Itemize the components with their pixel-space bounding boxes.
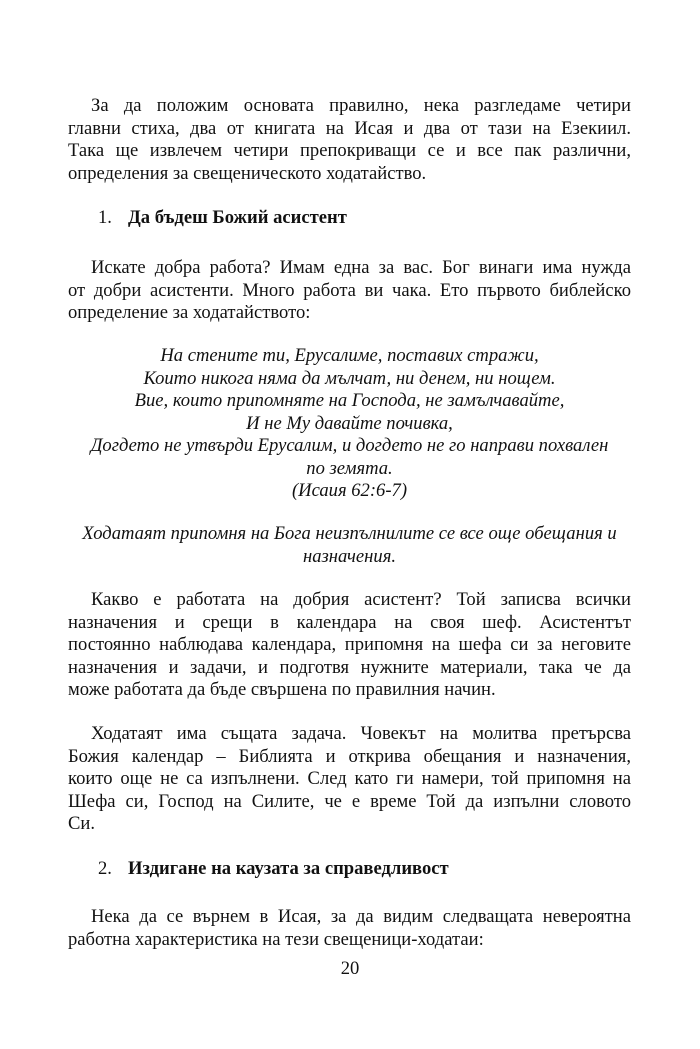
text-line: назначения и срещи в календара на своя шеф. Асистентът: [68, 611, 631, 633]
text-line: Какво е работата на добрия асистент? Той записва всички: [91, 589, 631, 610]
text-line: Ходатаят има същата задача. Човекът на молитва претърсва: [91, 723, 631, 744]
paragraph-intercessor: [68, 723, 631, 836]
quote-line: по земята.: [306, 457, 393, 479]
text-line: може работата да бъде свършена по правилния начин.: [68, 679, 496, 700]
paragraph-assistant: [68, 257, 631, 325]
emphasis-line: Ходатаят припомня на Бога неизпълнилите се все още обещания и: [82, 523, 617, 544]
text-line: Така ще извлечем четири препокриващи се и все пак различни,: [68, 140, 631, 161]
quote-line: И не Му давайте почивка,: [246, 412, 453, 434]
heading-title: Издигане на каузата за справедливост: [128, 858, 449, 879]
text-line: За да положим основата правилно, нека разгледаме четири: [91, 95, 631, 116]
text-line: определения за свещеническото ходатайство.: [68, 162, 427, 184]
quote-reference: (Исаия 62:6-7): [291, 480, 408, 501]
text-line: от добри асистенти. Много работа ви чака. Ето първото библейско: [68, 279, 631, 301]
text-line: работна характеристика на тези свещеници-ходатаи:: [68, 928, 484, 950]
text-line: Шефа си, Господ на Силите, че е време Той да изпълни словото: [68, 790, 631, 812]
quote-line: Които никога няма да мълчат, ни денем, ни нощем.: [143, 367, 556, 389]
quote-line: Вие, които припомняте на Господа, не замълчавайте,: [134, 390, 565, 411]
text-line: постоянно наблюдава календара, припомня на шефа си за неговите: [68, 634, 631, 655]
quote-line: Догдето не утвърди Ерусалим, и догдето не го направи похвален: [90, 435, 609, 456]
heading-title: Да бъдеш Божий асистент: [128, 207, 347, 228]
text-line: главни стиха, два от книгата на Исая и два от тази на Езекиил.: [68, 117, 631, 139]
emphasis-line: назначения.: [303, 545, 396, 567]
text-line: определение за ходатайството:: [68, 302, 311, 323]
page-number: 20: [340, 958, 360, 979]
heading-number: 1.: [98, 207, 112, 228]
paragraph-good-assistant: [68, 589, 631, 702]
text-line: които още не са изпълнени. След като ги намери, той припомня на: [68, 768, 631, 789]
text-line: Си.: [68, 813, 96, 834]
section-heading-2: [98, 858, 449, 881]
scripture-quote: [68, 345, 631, 503]
text-line: Божия календар – Библията и открива обещания и назначения,: [68, 745, 631, 767]
paragraph-intro: [68, 95, 631, 185]
section-heading-1: [98, 207, 347, 230]
quote-line: На стените ти, Ерусалиме, поставих стражи,: [160, 345, 539, 366]
text-line: Искате добра работа? Имам една за вас. Бог винаги има нужда: [91, 257, 631, 278]
heading-number: 2.: [98, 858, 112, 879]
text-line: назначения и задачи, и подготвя нужните материали, така че да: [68, 656, 631, 678]
paragraph-isaiah-return: [68, 906, 631, 951]
text-line: Нека да се върнем в Исая, за да видим следващата невероятна: [91, 906, 631, 927]
emphasis-statement: [68, 523, 631, 568]
